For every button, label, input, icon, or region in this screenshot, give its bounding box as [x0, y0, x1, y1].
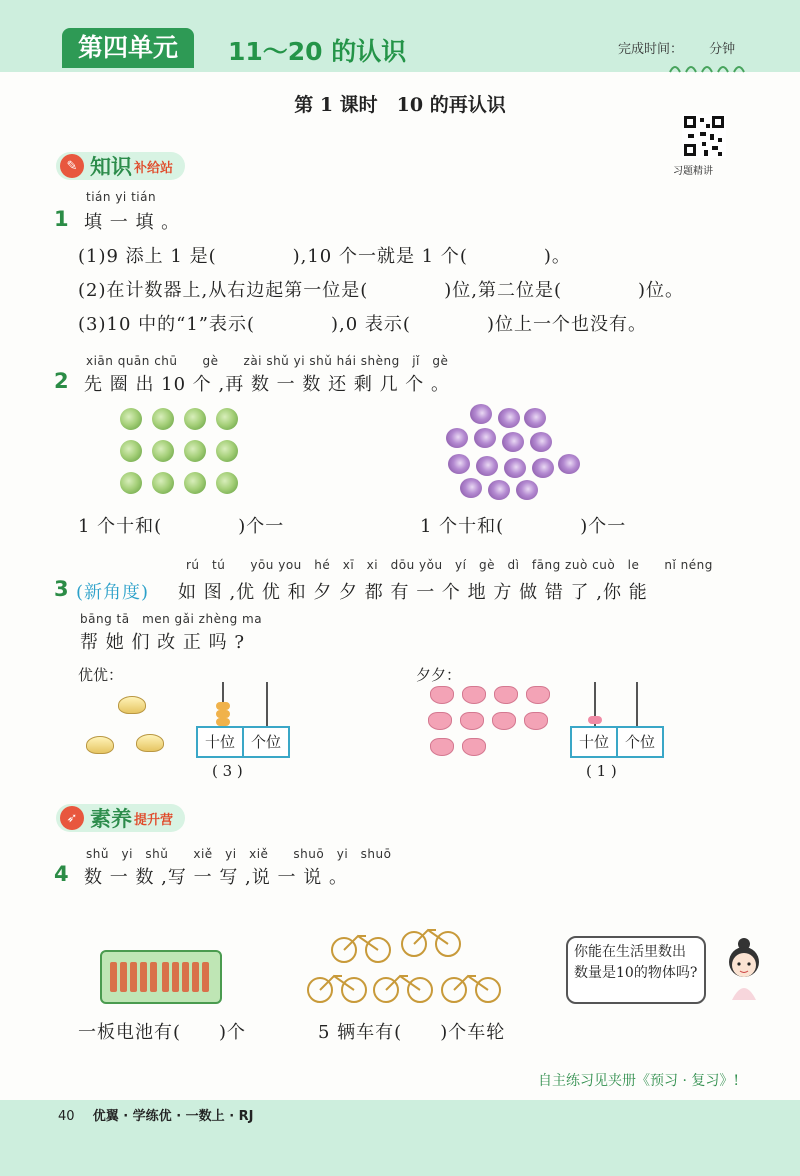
shell — [118, 696, 146, 714]
battery-cell — [130, 962, 137, 992]
left-abacus — [196, 676, 306, 756]
q4-answer-left: 一板电池有( )个 — [78, 1022, 247, 1043]
battery-pack — [100, 950, 222, 1004]
plum — [446, 428, 468, 448]
battery-cell — [140, 962, 147, 992]
q2-answer-left: 1 个十和( )个一 — [78, 516, 285, 537]
unit-label: 第四单元 — [62, 28, 194, 68]
battery-cell — [120, 962, 127, 992]
plum — [530, 432, 552, 452]
plum — [516, 480, 538, 500]
marble — [120, 408, 142, 430]
marble — [152, 472, 174, 494]
q1-title: 填 一 填 。 — [84, 212, 181, 233]
glove-group — [426, 684, 556, 764]
marble-group — [120, 408, 250, 498]
rocket-icon: ➶ — [60, 806, 84, 830]
marble — [184, 440, 206, 462]
glove — [428, 712, 452, 730]
q4-answer-right: 5 辆车有( )个车轮 — [318, 1022, 506, 1043]
right-abacus — [570, 676, 680, 756]
q3-pinyin-1: rú tú yōu you hé xī xi dōu yǒu yí gè dì fāng zuò cuò le nǐ néng — [186, 558, 713, 572]
marble — [152, 408, 174, 430]
plum — [470, 404, 492, 424]
plum — [524, 408, 546, 428]
speech-bubble: 你能在生活里数出数量是10的物体吗? — [566, 936, 706, 1004]
marble — [184, 472, 206, 494]
glove — [430, 738, 454, 756]
battery-cell — [162, 962, 169, 992]
q3-tag: (新角度) — [76, 582, 150, 603]
plum — [488, 480, 510, 500]
glove — [524, 712, 548, 730]
finish-time — [618, 38, 735, 57]
ones-label: 个位 — [242, 728, 288, 756]
practice-link[interactable]: 自主练习见夹册《预习 · 复习》! — [538, 1073, 739, 1089]
plum — [474, 428, 496, 448]
marble — [120, 472, 142, 494]
q3-title: 如 图 ,优 优 和 夕 夕 都 有 一 个 地 方 做 错 了 ,你 能 — [178, 582, 648, 603]
xixi-answer: ( 1 ) — [586, 762, 617, 780]
plum-group — [440, 402, 590, 502]
tens-label: 十位 — [578, 733, 609, 751]
right-counter — [570, 726, 664, 758]
battery-cell — [182, 962, 189, 992]
plum — [460, 478, 482, 498]
youyou-label: 优优： — [78, 666, 124, 684]
q2-title: 先 圈 出 10 个 ,再 数 一 数 还 剩 几 个 。 — [84, 374, 451, 395]
book-title: 优翼 · 学练优 · 一数上 · RJ — [92, 1109, 254, 1124]
section-knowledge-subtitle: 补给站 — [134, 160, 174, 176]
right-abacus-ones-rod — [636, 682, 638, 728]
shell — [136, 734, 164, 752]
finish-time-label: 完成时间： — [618, 42, 684, 57]
plum — [532, 458, 554, 478]
page-number: 40 — [58, 1109, 75, 1124]
qr-label: 习题精讲 — [673, 166, 713, 177]
q4-title: 数 一 数 ,写 一 写 ,说 一 说 。 — [84, 867, 348, 888]
bead — [588, 716, 602, 724]
tens-label: 十位 — [204, 733, 235, 751]
glove — [494, 686, 518, 704]
qr-code-icon[interactable] — [682, 114, 726, 158]
section-knowledge-title: 知识 — [90, 155, 132, 179]
marble — [216, 472, 238, 494]
shell-group — [84, 690, 184, 760]
bead — [216, 718, 230, 726]
plum — [504, 458, 526, 478]
marble — [152, 440, 174, 462]
xixi-label: 夕夕： — [416, 666, 462, 684]
lesson-title: 第 1 课时 10 的再认识 — [294, 94, 506, 116]
bead — [216, 702, 230, 710]
battery-cell — [172, 962, 179, 992]
marble — [184, 408, 206, 430]
bead — [216, 710, 230, 718]
unit-title: 11～20 的认识 — [228, 37, 407, 66]
battery-cell — [150, 962, 157, 992]
glove — [430, 686, 454, 704]
q2-number: 2 — [54, 369, 69, 393]
marble — [216, 440, 238, 462]
q1-item-3: (3)10 中的“1”表示( ),0 表示( )位上一个也没有。 — [78, 314, 647, 335]
glove — [526, 686, 550, 704]
plum — [476, 456, 498, 476]
battery-cell — [192, 962, 199, 992]
q4-pinyin: shǔ yi shǔ xiě yi xiě shuō yi shuō — [86, 847, 392, 861]
plum — [498, 408, 520, 428]
marble — [216, 408, 238, 430]
ones-label: 个位 — [616, 728, 662, 756]
section-literacy-title: 素养 — [90, 807, 132, 831]
q2-pinyin: xiān quān chū gè zài shǔ yi shǔ hái shèng jǐ gè — [86, 354, 449, 368]
plum — [558, 454, 580, 474]
q3-number: 3 — [54, 577, 69, 601]
left-abacus-ones-rod — [266, 682, 268, 728]
plum — [448, 454, 470, 474]
pencil-icon: ✎ — [60, 154, 84, 178]
bicycles-icon — [300, 912, 510, 1008]
q3-title-2: 帮 她 们 改 正 吗 ? — [80, 632, 245, 653]
q3-pinyin-2: bāng tā men gǎi zhèng ma — [80, 612, 263, 626]
minutes-label: 分钟 — [709, 42, 736, 57]
section-knowledge — [56, 152, 185, 180]
battery-cell — [110, 962, 117, 992]
q1-number: 1 — [54, 207, 69, 231]
footer-info — [58, 1105, 254, 1124]
battery-cell — [202, 962, 209, 992]
section-literacy — [56, 804, 185, 832]
glove — [460, 712, 484, 730]
marble — [120, 440, 142, 462]
q2-answer-right: 1 个十和( )个一 — [420, 516, 627, 537]
q4-number: 4 — [54, 862, 69, 886]
youyou-answer: ( 3 ) — [212, 762, 243, 780]
q1-item-2: (2)在计数器上,从右边起第一位是( )位,第二位是( )位。 — [78, 280, 685, 301]
glove — [492, 712, 516, 730]
plum — [502, 432, 524, 452]
q1-pinyin: tián yi tián — [86, 190, 157, 204]
leaf-decoration-icon — [668, 62, 758, 74]
left-counter — [196, 726, 290, 758]
glove — [462, 738, 486, 756]
girl-avatar-icon — [724, 936, 764, 1002]
glove — [462, 686, 486, 704]
shell — [86, 736, 114, 754]
q1-item-1: (1)9 添上 1 是( ),10 个一就是 1 个( )。 — [78, 246, 571, 267]
section-literacy-subtitle: 提升营 — [134, 812, 174, 828]
